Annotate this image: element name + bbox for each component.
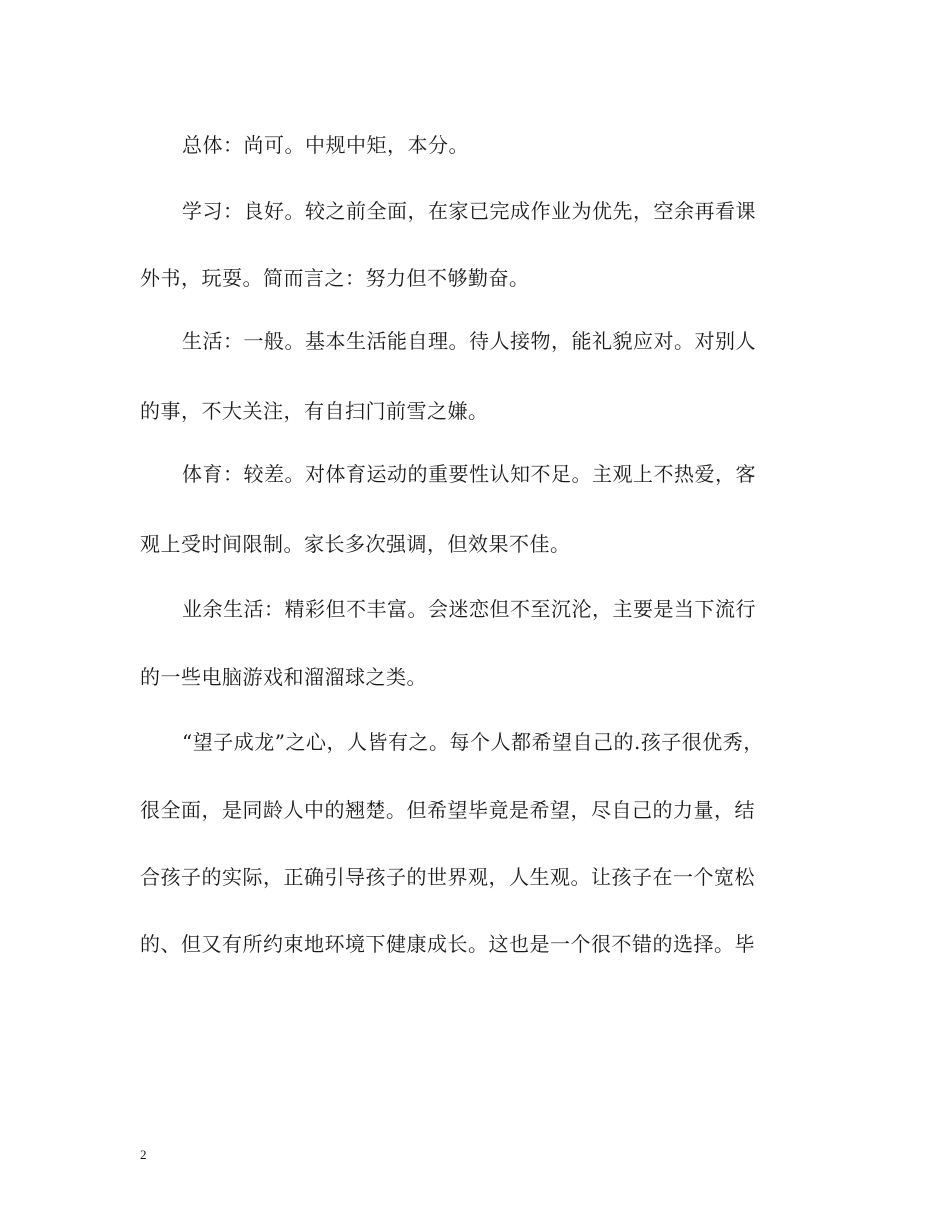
paragraph-sports-line-1: 体育：较差。对体育运动的重要性认知不足。主观上不热爱，客 (182, 462, 756, 486)
paragraph-hope-line-1: “望子成龙”之心，人皆有之。每个人都希望自己的.孩子很优秀， (182, 730, 764, 754)
page-number: 2 (140, 1147, 147, 1162)
paragraph-leisure-line-1: 业余生活：精彩但不丰富。会迷恋但不至沉沦，主要是当下流行 (182, 597, 756, 621)
paragraph-study-line-1: 学习：良好。较之前全面，在家已完成作业为优先，空余再看课 (182, 199, 756, 223)
paragraph-life-line-2: 的事，不大关注，有自扫门前雪之嫌。 (140, 399, 489, 423)
paragraph-hope-line-2: 很全面，是同龄人中的翘楚。但希望毕竟是希望，尽自己的力量，结 (140, 798, 755, 822)
paragraph-leisure-line-2: 的一些电脑游戏和溜溜球之类。 (140, 665, 427, 689)
paragraph-study-line-2: 外书，玩耍。简而言之：努力但不够勤奋。 (140, 266, 530, 290)
paragraph-life-line-1: 生活：一般。基本生活能自理。待人接物，能礼貌应对。对别人 (182, 329, 756, 353)
paragraph-hope-line-4: 的、但又有所约束地环境下健康成长。这也是一个很不错的选择。毕 (140, 932, 755, 956)
paragraph-hope-line-3: 合孩子的实际，正确引导孩子的世界观，人生观。让孩子在一个宽松 (140, 865, 755, 889)
paragraph-overall: 总体：尚可。中规中矩，本分。 (182, 133, 469, 157)
paragraph-sports-line-2: 观上受时间限制。家长多次强调，但效果不佳。 (140, 532, 571, 556)
